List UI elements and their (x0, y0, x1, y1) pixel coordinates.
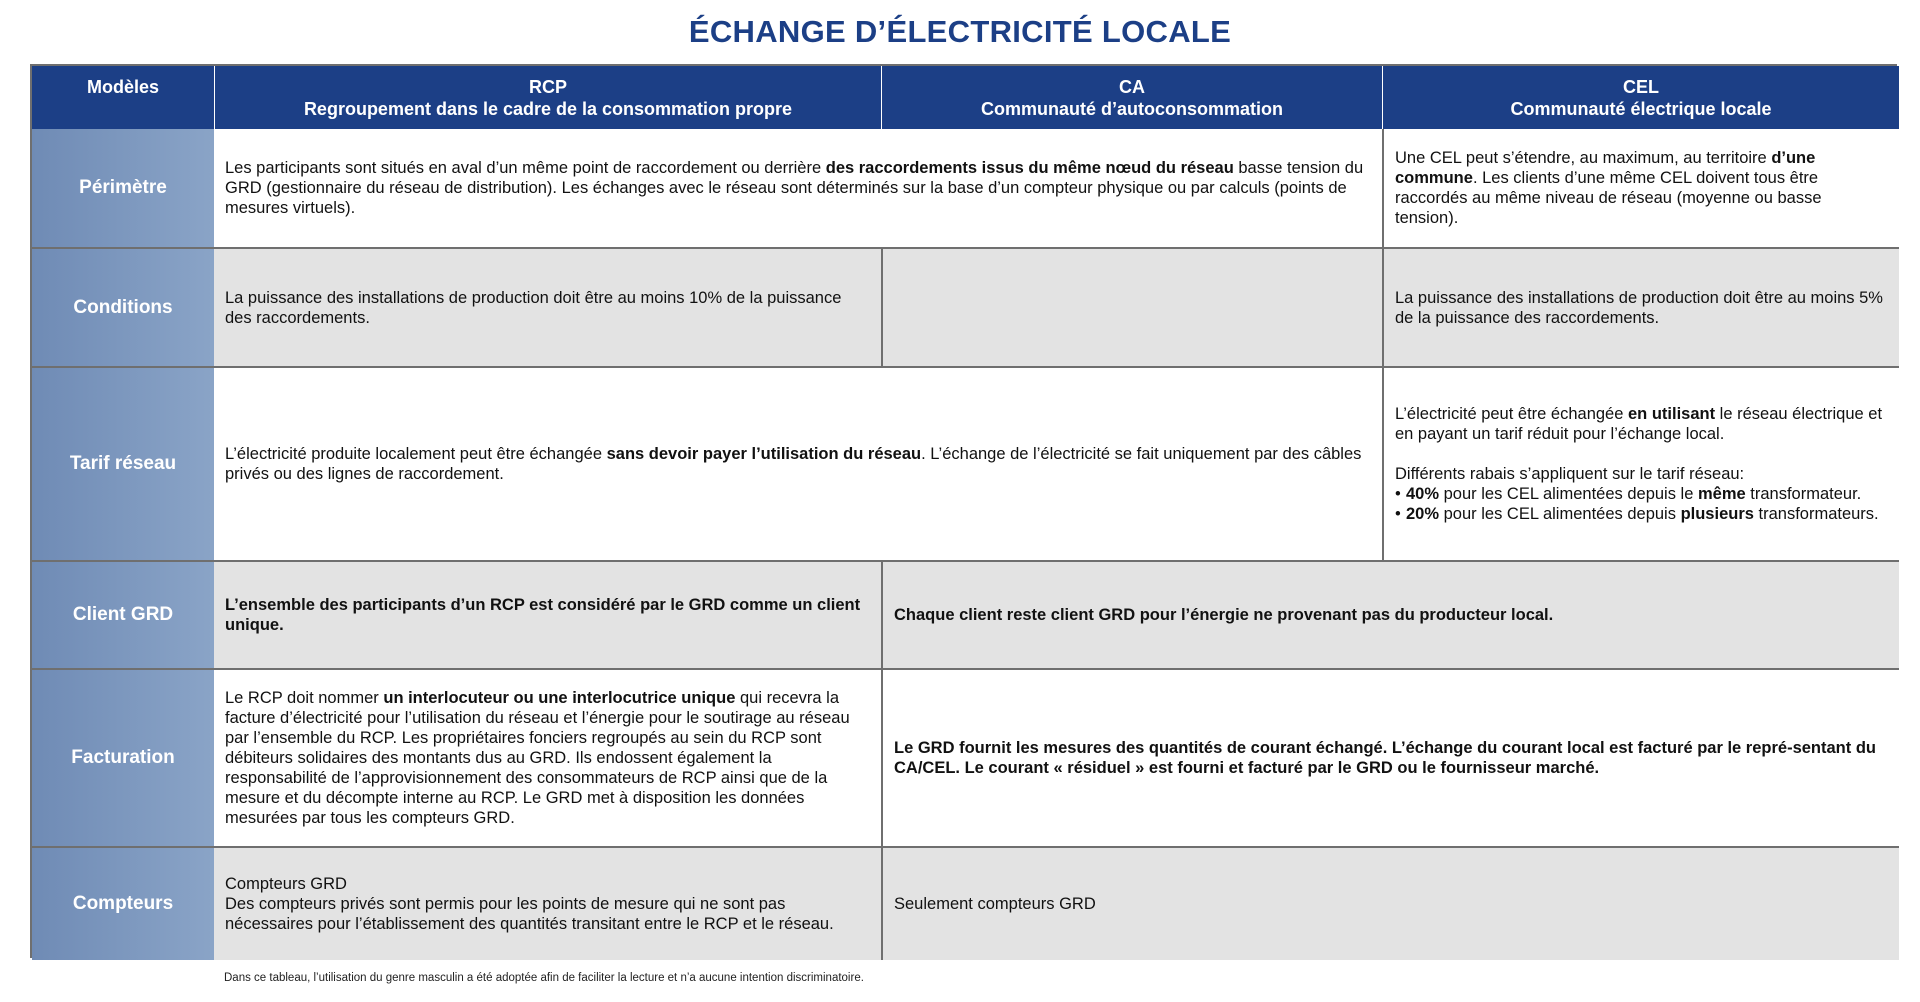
header-models (32, 66, 214, 129)
row-label-perimetre: Périmètre (32, 129, 214, 249)
header-rcp (214, 66, 881, 129)
row-label-tarif: Tarif réseau (32, 368, 214, 562)
row-label-facturation: Facturation (32, 670, 214, 848)
facturation-rcp (214, 670, 881, 848)
row-label-conditions: Conditions (32, 249, 214, 368)
page-title: ÉCHANGE D’ÉLECTRICITÉ LOCALE (688, 14, 1232, 49)
tarif-bullet-2-end: transformateurs. (1753, 505, 1879, 523)
header-rcp-abbr: RCP (528, 77, 567, 97)
facturation-ca-cel: Le GRD fournit les mesures des quantités de courant échangé. L’échange du courant local est facturé par le repré-sentant du CA/CEL. Le courant « résiduel » est fourni et facturé par le GRD ou le fournisseur marché. (881, 670, 1899, 848)
perimetre-cel-text-2: . Les clients d’une même CEL doivent tous être raccordés au même niveau de réseau (moyenne ou basse tension). (1395, 169, 1822, 227)
tarif-bullet-1-text: pour les CEL alimentées depuis le (1439, 485, 1698, 503)
tarif-cel-text-1: L’électricité peut être échangée (1395, 405, 1628, 423)
tarif-bullet-2-text: pour les CEL alimentées depuis (1439, 505, 1681, 523)
conditions-cel: La puissance des installations de production doit être au moins 5% de la puissance des raccordements. (1382, 249, 1899, 368)
header-models-label: Modèles (86, 77, 160, 97)
row-label-client: Client GRD (32, 562, 214, 670)
tarif-rcp-ca (214, 368, 1382, 562)
tarif-bullet-1-pct: 40% (1406, 485, 1440, 503)
tarif-text-1: L’électricité produite localement peut être échangée (225, 445, 607, 463)
tarif-bullet-1-end: transformateur. (1745, 485, 1862, 503)
tarif-bullet-1-bold: même (1697, 485, 1746, 503)
tarif-text-2: . L’échange de l’électricité se fait uniquement par des câbles privés ou des lignes de raccordement. (225, 445, 1362, 483)
tarif-cel-text-2: le réseau électrique et en payant un tarif réduit pour l’échange local. (1395, 405, 1883, 443)
compteurs-ca-cel: Seulement compteurs GRD (881, 848, 1899, 960)
facturation-text-2: qui recevra la facture d’électricité pour l’utilisation du réseau et l’énergie pour le soutirage au réseau par l’ensemble du RCP. Les propriétaires fonciers regroupés au sein du RCP sont débiteurs solidaires des montants dus au GRD. Ils endossent également la responsabilité de l’approvisionnement des consommateurs de RCP ainsi que de la mesure et du décompte interne au RCP. Le GRD met à disposition les données mesurées par tous les compteurs GRD. (225, 689, 850, 827)
tarif-bold-1: sans devoir payer l’utilisation du réseau (606, 445, 922, 463)
compteurs-rcp-line-1: Compteurs GRD (225, 875, 347, 893)
header-ca-abbr: CA (1119, 77, 1145, 97)
tarif-bullet-2-pct: 20% (1406, 505, 1440, 523)
header-ca (881, 66, 1382, 129)
facturation-bold-1: un interlocuteur ou une interlocutrice unique (383, 689, 736, 707)
client-rcp: L’ensemble des participants d’un RCP est considéré par le GRD comme un client unique. (214, 562, 881, 670)
tarif-cel-bullet-2 (1395, 504, 1888, 524)
tarif-bullet-2-bold: plusieurs (1680, 505, 1754, 523)
header-cel-abbr: CEL (1623, 77, 1659, 97)
tarif-cel (1382, 368, 1899, 562)
perimetre-cel-bold-1: d’une commune (1395, 149, 1816, 187)
conditions-rcp: La puissance des installations de production doit être au moins 10% de la puissance des raccordements. (214, 249, 881, 368)
comparison-table (30, 64, 1897, 958)
perimetre-bold-1: des raccordements issus du même nœud du réseau (825, 159, 1234, 177)
bullet-icon: • (1395, 485, 1401, 503)
client-ca-cel: Chaque client reste client GRD pour l’énergie ne provenant pas du producteur local. (881, 562, 1899, 670)
facturation-text-1: Le RCP doit nommer (225, 689, 384, 707)
header-rcp-full: Regroupement dans le cadre de la consommation propre (303, 99, 793, 119)
perimetre-cel-text-1: Une CEL peut s’étendre, au maximum, au territoire (1395, 149, 1772, 167)
header-cel-full: Communauté électrique locale (1510, 99, 1772, 119)
compteurs-rcp (214, 848, 881, 960)
conditions-ca (881, 249, 1382, 368)
perimetre-text-2: basse tension du GRD (gestionnaire du réseau de distribution). Les échanges avec le réseau sont déterminés sur la base d’un compteur physique ou par calculs (points de mesures virtuels). (225, 159, 1364, 217)
compteurs-rcp-line-2: Des compteurs privés sont permis pour les points de mesure qui ne sont pas nécessaires pour l’établissement des quantités transitant entre le RCP et le réseau. (225, 895, 834, 933)
perimetre-text-1: Les participants sont situés en aval d’un même point de raccordement ou derrière (225, 159, 826, 177)
bullet-icon: • (1395, 505, 1401, 523)
tarif-cel-bold-1: en utilisant (1628, 405, 1716, 423)
tarif-cel-intro: Différents rabais s’appliquent sur le tarif réseau: (1395, 465, 1745, 483)
perimetre-rcp-ca (214, 129, 1382, 249)
header-cel (1382, 66, 1899, 129)
footnote: Dans ce tableau, l’utilisation du genre masculin a été adoptée afin de faciliter la lecture et n’a aucune intention discriminatoire. (224, 972, 864, 984)
row-label-compteurs: Compteurs (32, 848, 214, 960)
tarif-cel-bullet-1 (1395, 484, 1888, 504)
header-ca-full: Communauté d’autoconsommation (980, 99, 1283, 119)
perimetre-cel (1382, 129, 1899, 249)
